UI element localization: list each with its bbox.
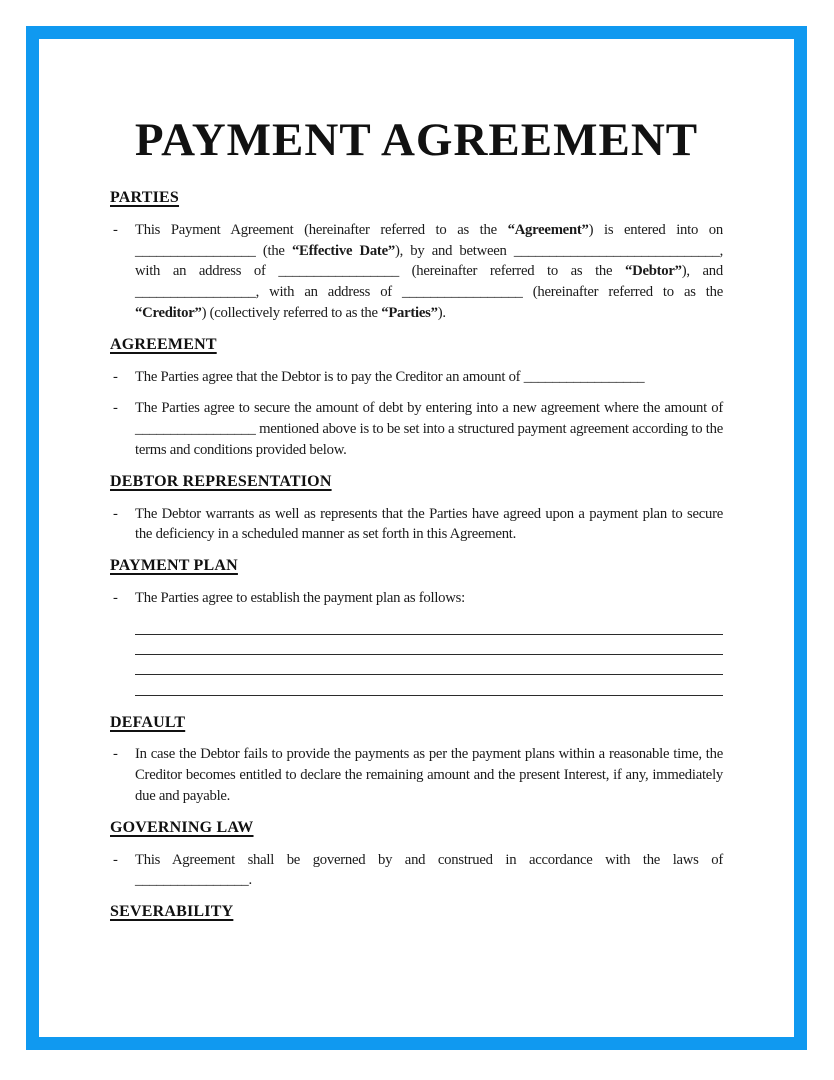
section-heading: GOVERNING LAW xyxy=(110,818,254,836)
section-parties xyxy=(110,188,723,324)
clause-text: The Parties agree that the Debtor is to pay the Creditor an amount of _________________ xyxy=(135,368,645,385)
clause-text: This Payment Agreement (hereinafter referred to as the “Agreement”) is entered into on _________________ (the “Effective Date”), by and between _____________________________, with an address of _________________ (hereinafter referred to as the “Debtor”), and _________________, with an address of _________________ (hereinafter referred to as the “Creditor”) (collectively referred to as the “Parties”). xyxy=(135,221,724,321)
fill-in-line xyxy=(135,620,723,635)
clause-item xyxy=(110,744,723,806)
clause-text: The Parties agree to establish the payment plan as follows: xyxy=(135,589,465,606)
section-heading: PARTIES xyxy=(110,189,180,206)
document-title: PAYMENT AGREEMENT xyxy=(134,114,699,166)
section-heading: DEFAULT xyxy=(110,713,186,731)
document-page xyxy=(110,114,723,1037)
list-dash-marker: - xyxy=(113,368,118,385)
section-heading: AGREEMENT xyxy=(110,335,217,353)
clause-text: The Parties agree to secure the amount of debt by entering into a new agreement where the amount of _________________ mentioned above is to be set into a structured payment agreement according to the terms and conditions provided below. xyxy=(135,400,723,458)
fill-in-line xyxy=(135,675,723,695)
section-agreement xyxy=(110,335,723,461)
section-governing-law xyxy=(110,818,723,891)
clause-item xyxy=(110,588,723,609)
section-default xyxy=(110,713,723,807)
clause-text: The Debtor warrants as well as represents that the Parties have agreed upon a payment plan to secure the deficiency in a scheduled manner as set forth in this Agreement. xyxy=(135,505,723,543)
list-dash-marker: - xyxy=(113,851,118,868)
section-heading: DEBTOR REPRESENTATION xyxy=(110,472,332,490)
clause-item xyxy=(110,220,723,324)
section-heading: PAYMENT PLAN xyxy=(110,557,238,575)
list-dash-marker: - xyxy=(113,746,118,763)
list-dash-marker: - xyxy=(113,505,118,522)
section-payment-plan xyxy=(110,556,723,695)
clause-item xyxy=(110,850,723,892)
clause-item xyxy=(110,398,723,460)
section-heading: SEVERABILITY xyxy=(110,903,234,921)
clause-item xyxy=(110,504,723,546)
clause-text: In case the Debtor fails to provide the payments as per the payment plans within a reasonable time, the Creditor becomes entitled to declare the remaining amount and the present Interest, if any, immediately due and payable. xyxy=(135,746,723,805)
clause-item xyxy=(110,367,723,388)
fill-in-line xyxy=(135,655,723,675)
section-debtor-representation xyxy=(110,472,723,545)
fill-in-line xyxy=(135,635,723,655)
page-border-frame xyxy=(26,26,807,1050)
list-dash-marker: - xyxy=(113,589,118,606)
section-severability xyxy=(110,902,723,923)
list-dash-marker: - xyxy=(113,221,118,238)
document-sections xyxy=(110,188,723,923)
list-dash-marker: - xyxy=(113,400,118,417)
clause-text: This Agreement shall be governed by and construed in accordance with the laws of ________________. xyxy=(135,851,723,889)
